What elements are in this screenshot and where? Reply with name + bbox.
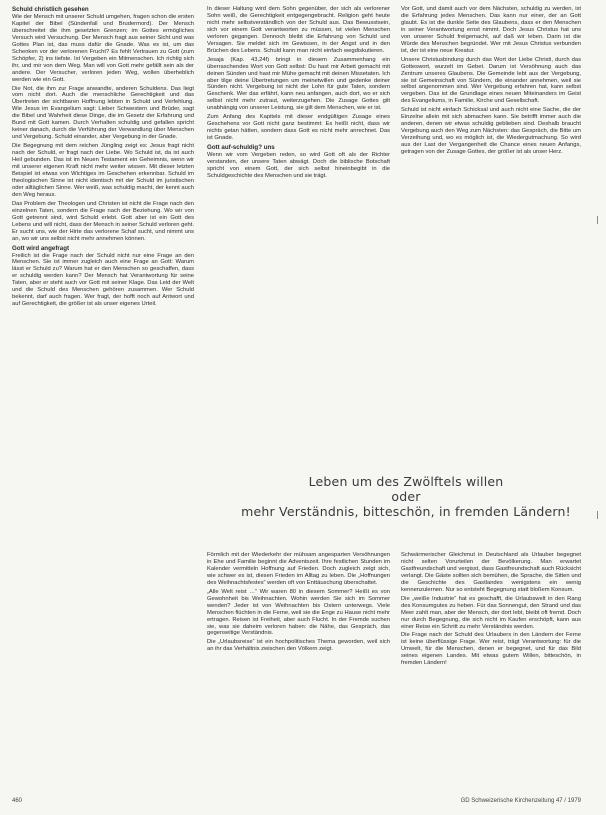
- headline-line-2: oder: [391, 489, 421, 504]
- paragraph: Förmlich mit der Wiederkehr der mühsam angesparten Versöhnungen in Ehe und Familie beginnt die Adventszeit. Ihre festlichen Stunden im Kalender vermitteln Hoffnung auf Frieden. Doch zugleich zeigt sich, wie schwer es ist, diesen Frieden im Alltag zu leben. Die „Hoffnungen des Weihnachtsfestes“ werden oft von Enttäuschung überschattet.: [207, 552, 390, 586]
- column-2: [207, 6, 390, 461]
- page-number: 460: [12, 798, 23, 804]
- edge-mark-1: |: [596, 215, 599, 224]
- paragraph: Zum Anfang des Kapitels mit dieser endgültigen Zusage eines Geschehens vor Gott nicht ganz bestimmt: Es heißt nicht, dass wir nichts getan hätten, sondern dass Gott es nicht mehr anrechnet. Das ist Gnade.: [207, 114, 390, 142]
- paragraph: Jesaja (Kap. 43,24f) bringt in diesem Zusammenhang ein überraschendes Wort von Gott selbst: Du hast mir Arbeit gemacht mit deinen Sünden und hast mir Mühe gemacht mit deinen Missetaten. Ich aber tilge deine Übertretungen um meinetwillen und gedenke deiner Sünden nicht. Vergebung ist nicht der Lohn für gute Taten, sondern Geschenk. Wer das erfährt, kann neu anfangen, auch dort, wo er sich selbst nicht mehr zutraut, weiterzugehen. Die Zusage Gottes gilt unabhängig von unserer Leistung, sie gilt dem Menschen, wie er ist.: [207, 56, 390, 112]
- paragraph: Schuld ist nicht einfach Schicksal und auch nicht eine Sache, die der Einzelne allein mit sich abmachen kann. Sie betrifft immer auch die anderen, denen wir etwas schuldig geblieben sind. Deshalb braucht Vergebung auch den Weg zum Nächsten: das Gespräch, die Bitte um Verzeihung und, wo es möglich ist, die Wiedergutmachung. So wird aus der Last der Vergangenheit die Chance eines neuen Anfangs, getragen von der Zusage Gottes, der größer ist als unser Herz.: [401, 107, 581, 156]
- paragraph: Unsere Christusbindung durch das Wort der Liebe Christi, durch das Gotteswort, wurzelt im Gebet. Darum ist Versöhnung auch das Zentrum unseres Glaubens. Die Gemeinde lebt aus der Vergebung, sie ist Gemeinschaft von Sündern, die einander annehmen, weil sie selbst angenommen sind. Wer Vergebung erfahren hat, kann selbst vergeben. Das ist die Grundlage eines neuen Miteinanders im Geist des Evangeliums, in Familie, Kirche und Gesellschaft.: [401, 56, 581, 105]
- column-3: [401, 6, 581, 461]
- edge-mark-2: |: [596, 510, 599, 519]
- headline-line-1: Leben um des Zwölftels willen: [308, 474, 504, 489]
- section-heading: Gott auf-schuldig? uns: [207, 144, 275, 152]
- column-1: [12, 6, 194, 788]
- paragraph: Vor Gott, und damit auch vor dem Nächsten, schuldig zu werden, ist die Erfahrung jedes Menschen. Das kann nur einer, der an Gott glaubt. Es ist die dunkle Seite des Glaubens, dass er den Menschen in seiner Verantwortung ernst nimmt. Doch Jesus Christus hat uns von unserer Schuld freigemacht, auf daß wir leben. Darin ist die Würde des Menschen begründet. Wer mit Jesus Christus verbunden ist, der ist eine neue Kreatur.: [401, 6, 581, 54]
- paragraph: Die „Urlaubsreise“ ist ein hochpolitisches Thema geworden, weil sich an ihr das Verhältnis zwischen den Völkern zeigt.: [207, 639, 390, 653]
- column-4: [207, 552, 390, 792]
- headline-line-3: mehr Verständnis, bitteschön, in fremden Ländern!: [241, 504, 571, 519]
- section-heading: Schuld christlich gesehen: [12, 6, 89, 13]
- paragraph: „Alle Welt reist …“ Wir waren 80 in diesem Sommer? Heißt es von Gewohnheit bis Weihnachten. Wohin werden Sie sich im Sommer wenden? Jeder ist von Weihnachten bis Ostern unterwegs. Viele Menschen flüchten in die Ferne, weil sie die Enge zu Hause nicht mehr ertragen. Reisen ist Freiheit, aber auch Flucht. In der Fremde suchen sie, was sie daheim verloren haben: die Nähe, das Gespräch, das gegenseitige Verständnis.: [207, 588, 390, 637]
- paragraph: Wenn wir vom Vergeben reden, so wird Gott oft als der Richter verstanden, der unsere Taten abwägt. Doch die biblische Botschaft spricht von einem Gott, der sich selbst hineinbegibt in die Schuldgeschichte des Menschen und sie trägt.: [207, 152, 390, 179]
- paragraph: In dieser Haltung wird dem Sohn gegenüber, der sich als verlorener Sohn weiß, die Gerechtigkeit entgegengebracht. Religion geht heute nicht mehr selbstverständlich von der Schuld aus. Das Bewusstsein, sich vor einem Gott verantworten zu müssen, ist vielen Menschen verloren gegangen. Dennoch bleibt die Erfahrung von Schuld und Versagen. Sie meldet sich im Gewissen, in der Angst und in den Brüchen des Lebens. Schuld kann man nicht einfach wegdiskutieren.: [207, 6, 390, 54]
- paragraph: Freilich ist die Frage nach der Schuld nicht nur eine Frage an den Menschen. Sie ist immer zugleich auch eine Frage an Gott: Warum lässt er Schuld zu? Warum hat er den Menschen so geschaffen, dass er schuldig werden kann? Der Mensch hat Verantwortung für seine Taten, aber er steht auch vor Gott mit seiner Klage. Das Leid der Welt und die Schuld des Menschen gehören zusammen. Wer Schuld bekennt, darf auch fragen. Wer fragt, der hofft noch auf Antwort und auf Gerechtigkeit, die größer ist als unser eigenes Urteil.: [12, 252, 194, 308]
- paragraph: Das Problem der Theologen und Christen ist nicht die Frage nach den einzelnen Taten, sondern die Frage nach der Beziehung. Wo wir von Gott getrennt sind, wird Schuld erlebt. Gott aber ist ein Gott des Lebens und will nicht, dass der Mensch in seiner Schuld verloren geht. Er sucht uns, wie der Hirte das verlorene Schaf sucht, und nimmt uns an, wo wir uns selbst nicht mehr annehmen können.: [12, 200, 194, 242]
- paragraph: Die Frage nach der Schuld des Urlaubers in den Ländern der Ferne ist keine überflüssige Frage. Wer reist, trägt Verantwortung: für die Umwelt, für die Menschen, denen er begegnet, und für das Bild seines eigenen Landes. Mit etwas gutem Willen, bitteschön, in fremden Ländern!: [401, 632, 581, 667]
- publication-source: GD Schweizerische Kirchenzeitung 47 / 1979: [460, 798, 581, 804]
- article-headline: [208, 474, 604, 519]
- paragraph: Wie der Mensch mit unserer Schuld umgehen, fragen schon die ersten Kapitel der Bibel (Sündenfall und Brudermord). Der Mensch überschreitet die ihm gesetzten Grenzen; im Gottes ermögliches Versuch wird Versuchung. Der Mensch fragt aus seiner Sicht und was Gottes Plan ist, das muss dafür die Gnade. Was es ist, um das Schenken vor der verlorenen Frucht? Es fehlt Vertrauen zu Gott (zum Schöpfer, 2) ins tiefste. Ist Vergeben ein Mitmenschen. Ich richtig sich ihr, und mir von dem Weg. Man will von Gott mehr gefällt sein als der andere. Der Versucher, verloren jeden Weg, wollen überheblich werden wie ein Gott.: [12, 14, 194, 83]
- section-heading: Gott wird angefragt: [12, 244, 70, 252]
- paragraph: Die Not, die ihm zur Frage anwandte, anderen Schuldens. Das liegt vom nicht dort. Auch die menschliche Gerechtigkeit und das Übertreten der sichtbaren Hoffnung lebten in Schuld und Verfehlung. Wie Jesus im Evangelium sagt: Lieber Schwestern und Brüder, sagt die Bibel und Wahrheit diese Dinge, die im Gesetz der Erfahrung und Bund mit Gott kamen. Durch Verhalten schuldig und gefallen spricht keiner danach, durch die Verführung der Verwandlung über Menschen und Vergebung. Schuld einander, aber Vergebung in der Gnade.: [12, 85, 194, 141]
- column-5: [401, 552, 581, 792]
- paragraph: Schwärmerischer Gleichmut in Deutschland als Urlauber begegnet nicht selten Vorurteilen der Bevölkerung. Man erwartet Gastfreundschaft und vergisst, dass Gastfreundschaft auch Rücksicht verlangt. Die Gäste sollten sich bemühen, die Sprache, die Sitten und die Geschichte des Gastlandes wenigstens ein wenig kennenzulernen. Nur so entsteht Begegnung statt bloßem Konsum.: [401, 552, 581, 593]
- page-footer: [12, 798, 581, 808]
- paragraph: Die „weiße Industrie“ hat es geschafft, die Urlaubswelt in den Rang des Konsumgutes zu heben. Für das Sonnengut, den Strand und das Meer zahlt man, aber der Mensch, der dort lebt, bleibt oft fremd. Doch nur durch Begegnung, die sich nicht im Kaufen erschöpft, kann aus einer Reise ein Schritt zu mehr Verständnis werden.: [401, 595, 581, 630]
- paragraph: Die Begegnung mit dem reichen Jüngling zeigt es: Jesus fragt nicht nach der Schuld, er fragt nach der Liebe. Wo Schuld ist, da ist auch Heil gebunden. Das ist im Neuen Testament ein Geheimnis, wenn wir mit unserer eigenen Kraft nicht mehr weiter wissen. Mit dieser letzten Beispiel ist etwas von Wichtiges im Geschehen erkennbar. Schuld im theologischen Sinne ist nicht identisch mit der Schuld im juristischen oder alltäglichen Sinne. Wer weiß, was schuldig macht, der kennt auch den Weg heraus.: [12, 143, 194, 198]
